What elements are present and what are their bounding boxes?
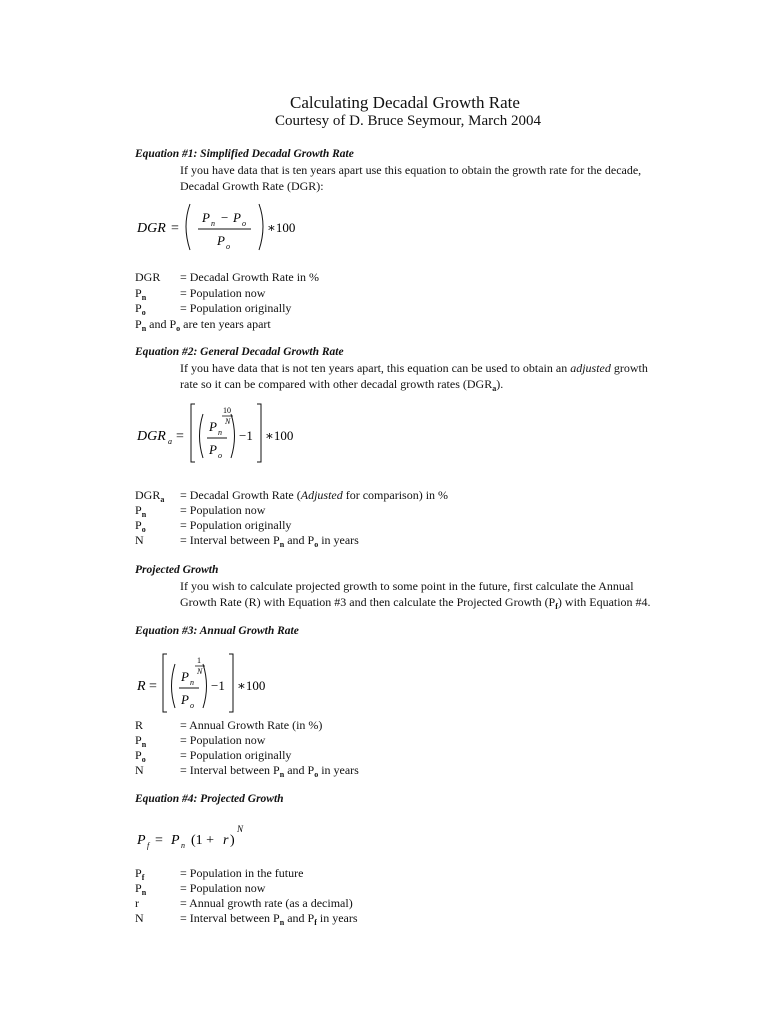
- svg-text:P: P: [209, 419, 217, 434]
- eq1-para-line1: If you have data that is ten years apart use this equation to obtain the growth rate for the decade,: [180, 163, 642, 177]
- svg-text:n: n: [181, 841, 185, 850]
- svg-text:(1 +: (1 +: [191, 833, 218, 848]
- svg-text:1: 1: [197, 656, 201, 665]
- svg-text:∗100: ∗100: [265, 428, 294, 443]
- svg-text:P: P: [233, 210, 241, 225]
- eq1-formula-lhs: DGR: [137, 221, 166, 236]
- svg-text:N: N: [237, 824, 244, 834]
- projected-para-line1: If you wish to calculate projected growth to some point in the future, first calculate the Annual: [180, 579, 634, 593]
- svg-text:n: n: [211, 219, 215, 228]
- eq1-heading: Equation #1: Simplified Decadal Growth Rate: [135, 148, 354, 160]
- eq2-formula: [135, 400, 335, 471]
- svg-text:N: N: [197, 667, 203, 676]
- svg-text:P: P: [137, 833, 146, 848]
- svg-text:o: o: [218, 451, 222, 460]
- projected-heading: Projected Growth: [135, 564, 219, 576]
- svg-text:P: P: [171, 833, 180, 848]
- eq1-formula-equals: =: [171, 221, 179, 236]
- eq1-formula-times: ∗100: [267, 220, 296, 235]
- svg-text:P: P: [217, 233, 225, 248]
- eq3-heading: Equation #3: Annual Growth Rate: [135, 625, 299, 637]
- page-title: Calculating Decadal Growth Rate: [290, 93, 520, 112]
- svg-text:f: f: [147, 841, 150, 850]
- svg-text:n: n: [190, 678, 194, 687]
- svg-text:P: P: [181, 692, 189, 707]
- svg-text:a: a: [168, 437, 172, 446]
- svg-text:): ): [230, 833, 235, 848]
- svg-text:−1: −1: [211, 678, 225, 693]
- eq3-formula: [135, 650, 305, 721]
- page-subtitle: Courtesy of D. Bruce Seymour, March 2004: [274, 113, 541, 129]
- svg-text:10: 10: [223, 406, 231, 415]
- svg-text:N: N: [225, 417, 231, 426]
- svg-text:=: =: [149, 679, 157, 694]
- svg-text:o: o: [242, 219, 246, 228]
- projected-para-line2: Growth Rate (R) with Equation #3 and then calculate the Projected Growth $(P_f)$ with Equation #4.: [180, 595, 651, 611]
- svg-text:o: o: [226, 242, 230, 251]
- svg-text:∗100: ∗100: [237, 678, 266, 693]
- svg-text:o: o: [190, 701, 194, 710]
- svg-text:=: =: [155, 833, 163, 848]
- svg-text:R: R: [137, 679, 146, 694]
- eq2-heading: Equation #2: General Decadal Growth Rate: [135, 346, 344, 358]
- svg-text:−: −: [221, 210, 229, 225]
- svg-text:P: P: [209, 442, 217, 457]
- svg-text:=: =: [176, 429, 184, 444]
- eq4-formula: [135, 822, 275, 859]
- svg-text:P: P: [202, 210, 210, 225]
- eq1-para-line2: Decadal Growth Rate (DGR):: [180, 179, 324, 193]
- svg-text:−1: −1: [239, 428, 253, 443]
- eq4-heading: Equation #4: Projected Growth: [135, 793, 284, 805]
- eq2-para-line2: rate so it can be compared with other decadal growth rates $(DGR_a)$.: [180, 377, 504, 393]
- eq1-formula: [135, 198, 315, 261]
- document-page: Calculating Decadal Growth Rate Courtesy of D. Bruce Seymour, March 2004 Equation #1: Simplified Decadal Growth Rate If you have data that is ten years apart use this equation to obtain the growth rate for the decade, Decadal Growth Rate (DGR): DGR = P n − P o P o ∗100 DGR = Decadal Growth Rate in % $P_n$ = Population now $P_o$ = Population originally $P_n$ and $P_o$ are ten years apart Equation #2: General Decadal Growth Rate If you have data that is not ten years apart, this equation can be used to obtain an adjusted growth rate so it can be compared with other decadal growth rates $(DGR_a)$. DGR a = P n P o 10 N −1 ∗100 $DGR_a$ = Decadal Growth Rate (Adjusted for comparison) in % $P_n$ = Population now $P_o$ = Population originally N = Interval between $P_n$ and $P_o$ in years Projected Growth If you wish to calculate projected growth to some point in the future, first calculate the Annual Growth Rate (R) with Equation #3 and then calculate the Projected Growth $(P_f)$ with Equation #4. Equation #3: Annual Growth Rate R = P n P o 1 N −1 ∗100 R = Annual Growth Rate (in %) $P_n$ = Population now $P_o$ = Population originally N = Interval between $P_n$ and $P_o$ in years Equation #4: Projected Growth P f = P n (1 + r ) N $P_f$ = Population in the future $P_n$ = Population now r = Annual growth rate (as a decimal) N = Interval between $P_n$ and $P_f$ in years: [0, 0, 768, 1024]
- svg-text:P: P: [181, 669, 189, 684]
- eq2-para-line1: If you have data that is not ten years apart, this equation can be used to obtain an adjusted growth: [180, 361, 648, 375]
- svg-text:n: n: [218, 428, 222, 437]
- svg-text:r: r: [223, 833, 229, 848]
- svg-text:DGR: DGR: [137, 429, 166, 444]
